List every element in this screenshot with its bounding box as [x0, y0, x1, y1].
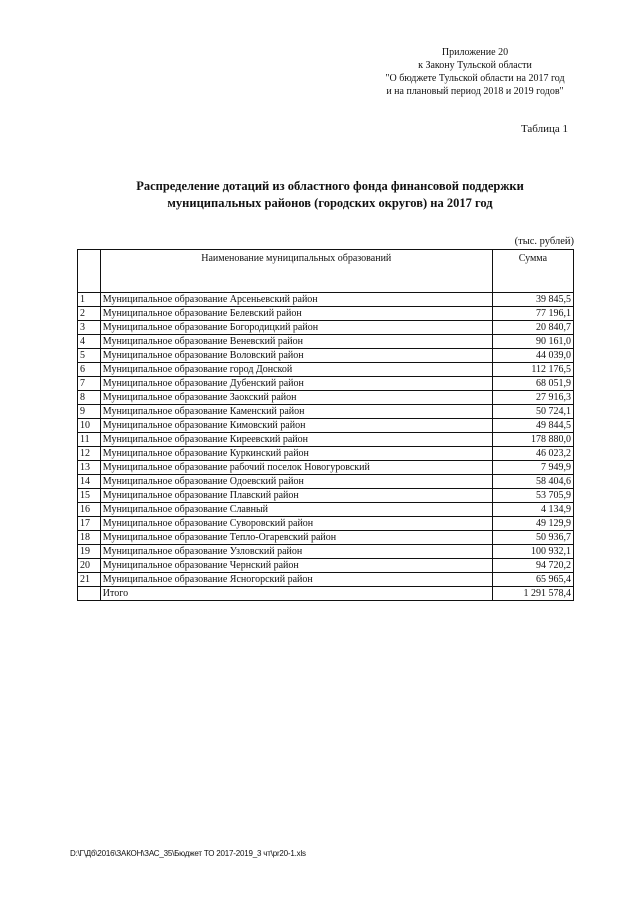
table-row: [78, 531, 574, 545]
total-number-cell: [78, 587, 101, 601]
header-line: "О бюджете Тульской области на 2017 год: [385, 73, 565, 84]
municipality-name: Муниципальное образование Кимовский район: [100, 419, 492, 433]
row-sum: 90 161,0: [492, 335, 573, 349]
municipality-name: Муниципальное образование Одоевский район: [100, 475, 492, 489]
row-sum: 100 932,1: [492, 545, 573, 559]
row-sum: 4 134,9: [492, 503, 573, 517]
unit-label: (тыс. рублей): [514, 236, 574, 247]
document-title: [80, 178, 580, 212]
row-number: 20: [78, 559, 101, 573]
row-number: 19: [78, 545, 101, 559]
municipality-name: Муниципальное образование Заокский район: [100, 391, 492, 405]
row-sum: 44 039,0: [492, 349, 573, 363]
total-label: Итого: [100, 587, 492, 601]
table-row: [78, 433, 574, 447]
table-row: [78, 503, 574, 517]
row-sum: 49 129,9: [492, 517, 573, 531]
row-sum: 112 176,5: [492, 363, 573, 377]
table-row: [78, 419, 574, 433]
row-sum: 39 845,5: [492, 293, 573, 307]
table-header-row: [78, 250, 574, 293]
row-sum: 46 023,2: [492, 447, 573, 461]
table-row: [78, 475, 574, 489]
municipality-name: Муниципальное образование город Донской: [100, 363, 492, 377]
table-row: [78, 447, 574, 461]
row-sum: 65 965,4: [492, 573, 573, 587]
file-path-footer: D:\Г\Дб\2016\ЗАКОН\ЗАС_35\Бюджет ТО 2017-2019_3 чт\pr20-1.xls: [70, 849, 306, 858]
row-number: 13: [78, 461, 101, 475]
table-row: [78, 321, 574, 335]
municipality-name: Муниципальное образование Куркинский район: [100, 447, 492, 461]
row-number: 18: [78, 531, 101, 545]
municipality-name: Муниципальное образование рабочий поселок Новогуровский: [100, 461, 492, 475]
row-number: 5: [78, 349, 101, 363]
table-row: [78, 461, 574, 475]
table-row: [78, 559, 574, 573]
table-row: [78, 517, 574, 531]
row-number: 16: [78, 503, 101, 517]
table-row: [78, 363, 574, 377]
header-number: [78, 250, 101, 293]
row-sum: 53 705,9: [492, 489, 573, 503]
table-row: [78, 335, 574, 349]
row-sum: 77 196,1: [492, 307, 573, 321]
municipality-name: Муниципальное образование Славный: [100, 503, 492, 517]
row-sum: 7 949,9: [492, 461, 573, 475]
municipality-name: Муниципальное образование Воловский район: [100, 349, 492, 363]
row-sum: 50 724,1: [492, 405, 573, 419]
municipality-name: Муниципальное образование Суворовский район: [100, 517, 492, 531]
row-number: 9: [78, 405, 101, 419]
total-row: [78, 587, 574, 601]
title-line-1: Распределение дотаций из областного фонда финансовой поддержки: [136, 179, 524, 193]
municipality-name: Муниципальное образование Богородицкий район: [100, 321, 492, 335]
row-number: 3: [78, 321, 101, 335]
municipality-name: Муниципальное образование Узловский район: [100, 545, 492, 559]
municipality-name: Муниципальное образование Киреевский район: [100, 433, 492, 447]
table-row: [78, 307, 574, 321]
row-sum: 50 936,7: [492, 531, 573, 545]
table-row: [78, 573, 574, 587]
municipality-name: Муниципальное образование Веневский район: [100, 335, 492, 349]
row-number: 11: [78, 433, 101, 447]
row-sum: 68 051,9: [492, 377, 573, 391]
row-number: 21: [78, 573, 101, 587]
municipality-name: Муниципальное образование Тепло-Огаревский район: [100, 531, 492, 545]
row-sum: 20 840,7: [492, 321, 573, 335]
municipality-name: Муниципальное образование Дубенский район: [100, 377, 492, 391]
table-row: [78, 293, 574, 307]
table-row: [78, 349, 574, 363]
municipality-name: Муниципальное образование Арсеньевский район: [100, 293, 492, 307]
total-sum: 1 291 578,4: [492, 587, 573, 601]
row-sum: 27 916,3: [492, 391, 573, 405]
row-sum: 94 720,2: [492, 559, 573, 573]
table-row: [78, 405, 574, 419]
table-row: [78, 545, 574, 559]
municipality-name: Муниципальное образование Чернский район: [100, 559, 492, 573]
row-number: 14: [78, 475, 101, 489]
title-line-2: муниципальных районов (городских округов) на 2017 год: [167, 196, 493, 210]
allocation-table: [77, 249, 574, 601]
table-body: [78, 293, 574, 587]
table-row: [78, 489, 574, 503]
municipality-name: Муниципальное образование Каменский район: [100, 405, 492, 419]
row-number: 10: [78, 419, 101, 433]
row-sum: 178 880,0: [492, 433, 573, 447]
header-name: Наименование муниципальных образований: [100, 250, 492, 293]
row-sum: 49 844,5: [492, 419, 573, 433]
municipality-name: Муниципальное образование Ясногорский район: [100, 573, 492, 587]
row-number: 8: [78, 391, 101, 405]
table-number: Таблица 1: [520, 123, 568, 135]
header-line: Приложение 20: [441, 47, 509, 58]
appendix-header: [360, 46, 590, 98]
row-number: 2: [78, 307, 101, 321]
header-line: и на плановый период 2018 и 2019 годов": [386, 86, 564, 97]
table-row: [78, 377, 574, 391]
header-line: к Закону Тульской области: [418, 60, 532, 71]
row-sum: 58 404,6: [492, 475, 573, 489]
row-number: 6: [78, 363, 101, 377]
row-number: 15: [78, 489, 101, 503]
municipality-name: Муниципальное образование Плавский район: [100, 489, 492, 503]
row-number: 12: [78, 447, 101, 461]
municipality-name: Муниципальное образование Белевский район: [100, 307, 492, 321]
row-number: 4: [78, 335, 101, 349]
row-number: 7: [78, 377, 101, 391]
header-sum: Сумма: [492, 250, 573, 293]
table-row: [78, 391, 574, 405]
row-number: 17: [78, 517, 101, 531]
row-number: 1: [78, 293, 101, 307]
